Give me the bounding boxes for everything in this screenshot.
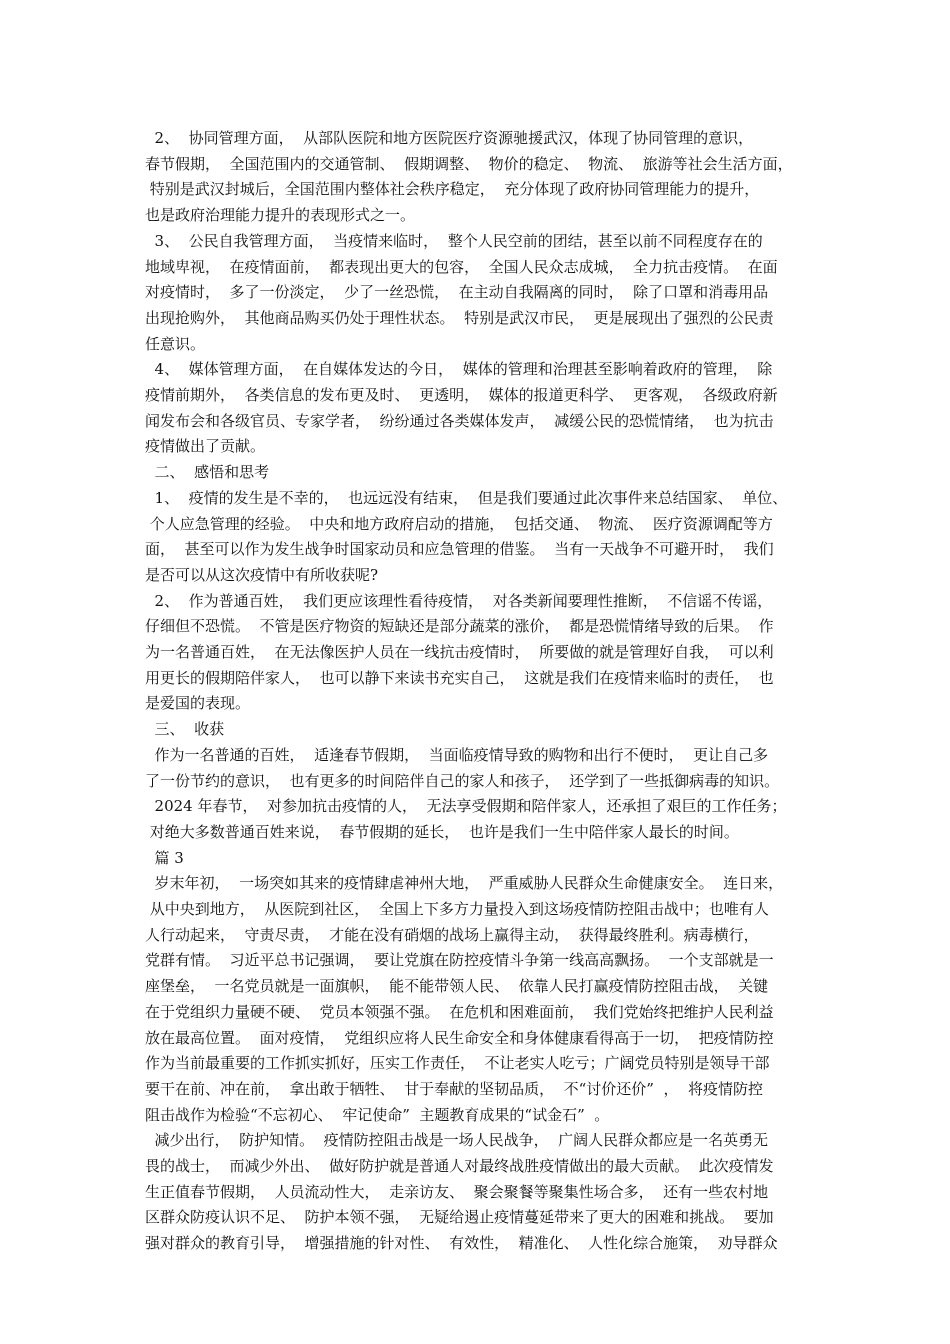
text-line: 疫情前期外， 各类信息的发布更及时、 更透明， 媒体的报道更科学、 更客观， 各级政府新 bbox=[145, 386, 778, 404]
text-line: 特别是武汉封城后，全国范围内整体社会秩序稳定， 充分体现了政府协同管理能力的提升， bbox=[145, 180, 760, 198]
text-line: 作为一名普通的百姓， 适逢春节假期， 当面临疫情导致的购物和出行不便时， 更让自己多 bbox=[145, 746, 769, 764]
text-line: 是爱国的表现。 bbox=[145, 694, 251, 712]
text-line: 闻发布会和各级官员、专家学者， 纷纷通过各类媒体发声， 减缓公民的恐慌情绪， 也为抗击 bbox=[145, 412, 774, 430]
text-line: 也是政府治理能力提升的表现形式之一。 bbox=[145, 206, 416, 224]
text-line: 要干在前、冲在前， 拿出敢于牺牲、 甘于奉献的坚韧品质， 不“讨价还价” ， 将疫情防控 bbox=[145, 1080, 764, 1098]
text-line: 3、 公民自我管理方面， 当疫情来临时， 整个人民空前的团结，甚至以前不同程度存在的 bbox=[145, 232, 763, 250]
text-line: 用更长的假期陪伴家人， 也可以静下来读书充实自己， 这就是我们在疫情来临时的责任， 也 bbox=[145, 669, 774, 687]
text-line: 作为当前最重要的工作抓实抓好，压实工作责任， 不让老实人吃亏；广阔党员特别是领导干部 bbox=[145, 1054, 770, 1072]
text-line: 4、 媒体管理方面， 在自媒体发达的今日， 媒体的管理和治理甚至影响着政府的管理， 除 bbox=[145, 360, 773, 378]
text-line: 三、 收获 bbox=[145, 720, 225, 738]
text-line: 二、 感悟和思考 bbox=[145, 463, 270, 481]
text-line: 党群有情。 习近平总书记强调， 要让党旗在防控疫情斗争第一线高高飘扬。 一个支部就是一 bbox=[145, 951, 774, 969]
text-line: 畏的战士， 而减少外出、 做好防护就是普通人对最终战胜疫情做出的最大贡献。 此次疫情发 bbox=[145, 1157, 774, 1175]
text-line: 1、 疫情的发生是不幸的， 也远远没有结束， 但是我们要通过此次事件来总结国家、 单位、 bbox=[145, 489, 788, 507]
text-line: 2024 年春节， 对参加抗击疫情的人， 无法享受假期和陪伴家人，还承担了艰巨的工作任务； bbox=[145, 797, 787, 815]
text-line: 出现抢购外， 其他商品购买仍处于理性状态。 特别是武汉市民， 更是展现出了强烈的公民责 bbox=[145, 309, 774, 327]
text-line: 人行动起来， 守责尽责， 才能在没有硝烟的战场上赢得主动， 获得最终胜利。病毒横行， bbox=[145, 926, 759, 944]
text-line: 春节假期， 全国范围内的交通管制、 假期调整、 物价的稳定、 物流、 旅游等社会生活方面， bbox=[145, 155, 793, 173]
text-line: 减少出行， 防护知情。 疫情防控阻击战是一场人民战争， 广阔人民群众都应是一名英勇无 bbox=[145, 1131, 769, 1149]
text-line: 2、 协同管理方面， 从部队医院和地方医院医疗资源驰援武汉，体现了协同管理的意识， bbox=[145, 129, 754, 147]
text-line: 座堡垒， 一名党员就是一面旗帜， 能不能带领人民、 依靠人民打赢疫情防控阻击战， 关键 bbox=[145, 977, 769, 995]
text-line: 岁末年初， 一场突如其来的疫情肆虐神州大地， 严重威胁人民群众生命健康安全。 连日来， bbox=[145, 874, 784, 892]
text-line: 仔细但不恐慌。 不管是医疗物资的短缺还是部分蔬菜的涨价， 都是恐慌情绪导致的后果。 作 bbox=[145, 617, 774, 635]
text-line: 放在最高位置。 面对疫情， 党组织应将人民生命安全和身体健康看得高于一切， 把疫情防控 bbox=[145, 1029, 774, 1047]
text-line: 面， 甚至可以作为发生战争时国家动员和应急管理的借鉴。 当有一天战争不可避开时， 我们 bbox=[145, 540, 774, 558]
text-line: 疫情做出了贡献。 bbox=[145, 437, 266, 455]
text-line: 任意识。 bbox=[145, 335, 206, 353]
text-line: 阻击战作为检验“不忘初心、 牢记使命” 主题教育成果的“试金石” 。 bbox=[145, 1106, 610, 1124]
text-line: 了一份节约的意识， 也有更多的时间陪伴自己的家人和孩子， 还学到了一些抵御病毒的知识。 bbox=[145, 772, 780, 790]
text-line: 是否可以从这次疫情中有所收获呢? bbox=[145, 566, 379, 584]
text-line: 强对群众的教育引导， 增强措施的针对性、 有效性， 精准化、 人性化综合施策， 劝导群众 bbox=[145, 1234, 778, 1252]
text-line: 2、 作为普通百姓， 我们更应该理性看待疫情， 对各类新闻要理性推断， 不信谣不传谣， bbox=[145, 592, 773, 610]
text-line: 区群众防疫认识不足、 防护本领不强， 无疑给遏止疫情蔓延带来了更大的困难和挑战。 要加 bbox=[145, 1208, 774, 1226]
text-line: 从中央到地方， 从医院到社区， 全国上下多方力量投入到这场疫情防控阻击战中；也唯有人 bbox=[145, 900, 769, 918]
text-line: 篇 3 bbox=[145, 849, 184, 867]
text-line: 在于党组织力量硬不硬、 党员本领强不强。 在危机和困难面前， 我们党始终把维护人民利益 bbox=[145, 1003, 774, 1021]
text-line: 生正值春节假期， 人员流动性大， 走亲访友、 聚会聚餐等聚集性场合多， 还有一些农村地 bbox=[145, 1183, 769, 1201]
text-line: 为一名普通百姓， 在无法像医护人员在一线抗击疫情时， 所要做的就是管理好自我， 可以利 bbox=[145, 643, 774, 661]
text-line: 个人应急管理的经验。 中央和地方政府启动的措施， 包括交通、 物流、 医疗资源调配等方 bbox=[145, 515, 773, 533]
text-line: 对绝大多数普通百姓来说， 春节假期的延长， 也许是我们一生中陪伴家人最长的时间。 bbox=[145, 823, 739, 841]
text-line: 对疫情时， 多了一份淡定， 少了一丝恐慌， 在主动自我隔离的同时， 除了口罩和消毒用品 bbox=[145, 283, 769, 301]
text-line: 地域卑视， 在疫情面前， 都表现出更大的包容， 全国人民众志成城， 全力抗击疫情。 在面 bbox=[145, 258, 778, 276]
